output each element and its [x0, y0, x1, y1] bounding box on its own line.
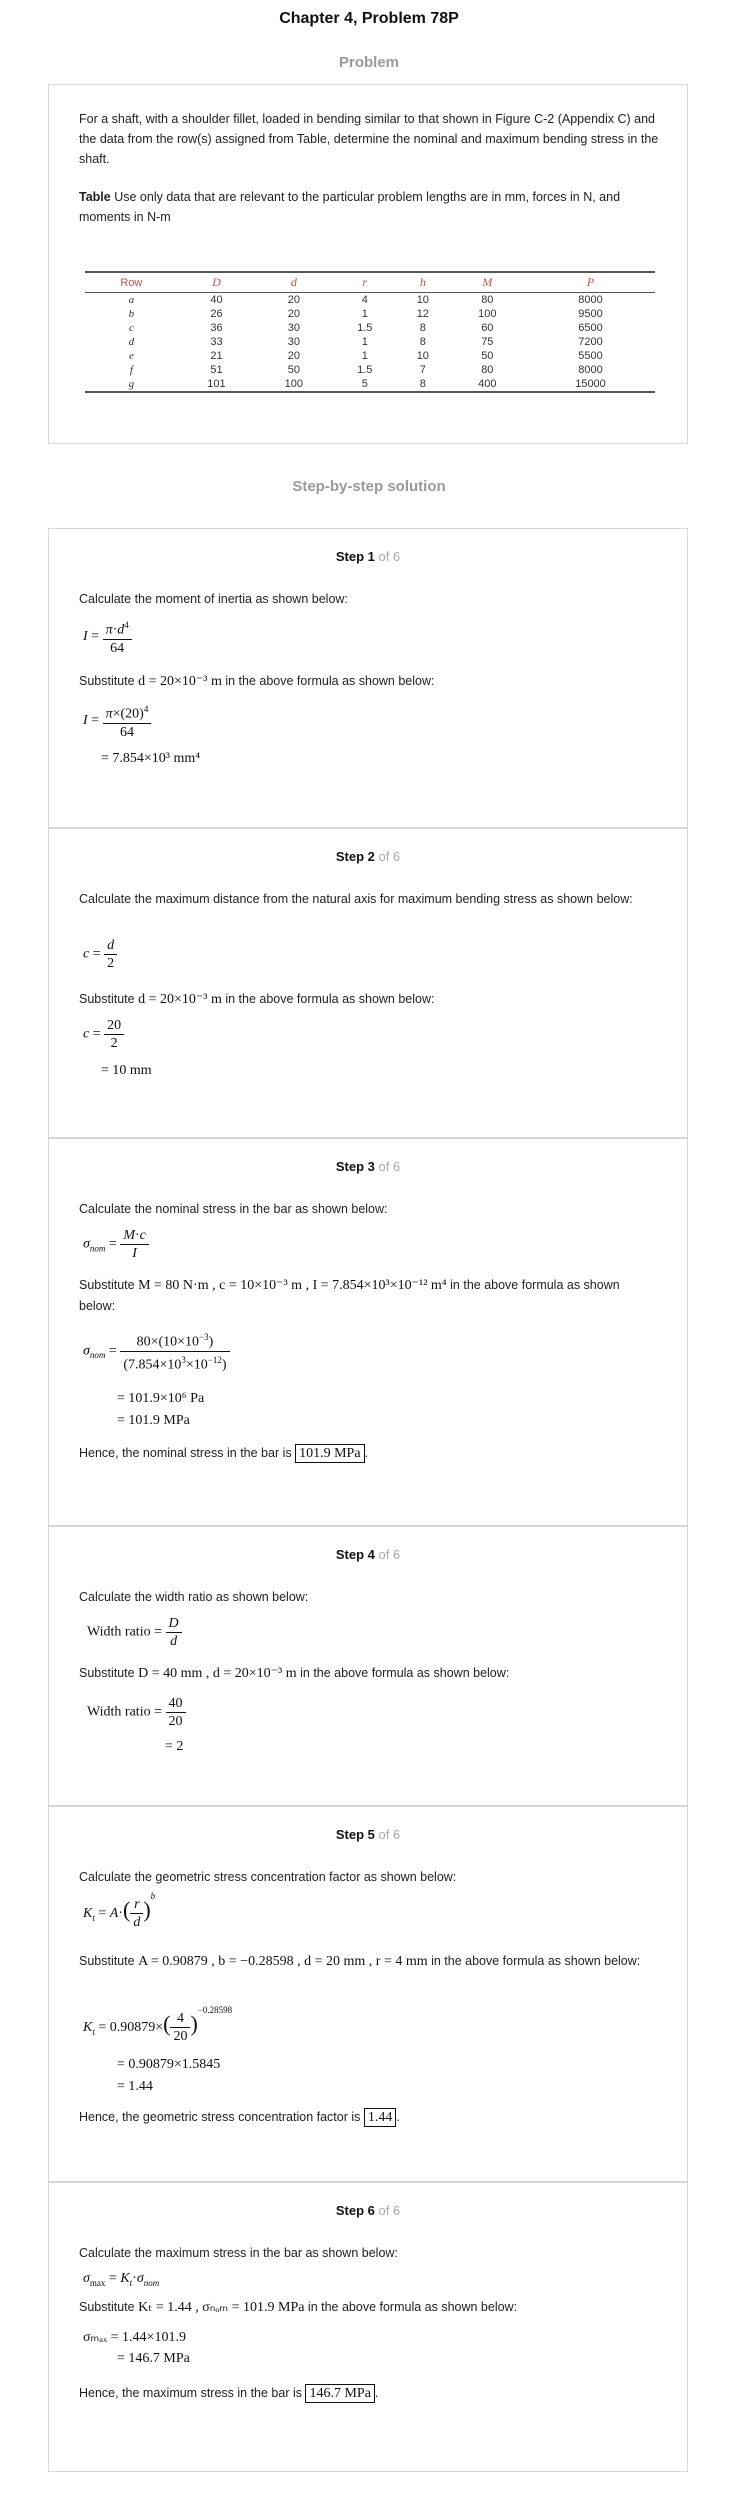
table-cell: 1.5: [357, 364, 373, 376]
step-4: [48, 1526, 688, 1806]
table-cell: 20: [287, 308, 300, 320]
formula-inertia: I = $\frac{\pi\cdot d^4}{64}$: [83, 617, 132, 657]
formula-width-sub: Width ratio = $\frac{40}{20}$: [87, 1695, 186, 1730]
table-caption: [79, 187, 659, 227]
row-label: c: [128, 322, 134, 334]
table-cell: 33: [210, 336, 223, 348]
table-cell: 8: [419, 336, 426, 348]
conclusion-line: Hence, the geometric stress concentration factor is 1.44 .: [79, 2110, 400, 2125]
table-cell: 20: [287, 350, 300, 362]
substitute-tail: in the above formula as shown below:: [221, 992, 435, 1006]
table-label: Table: [79, 190, 111, 204]
table-cell: 50: [481, 350, 494, 362]
answer-box: 1.44: [364, 2108, 397, 2127]
conclusion-text: Hence, the nominal stress in the bar is: [79, 1446, 296, 1460]
page-title: Chapter 4, Problem 78P: [279, 10, 459, 27]
step-text: Calculate the maximum stress in the bar as shown below:: [79, 2246, 398, 2260]
conclusion-line: Hence, the maximum stress in the bar is 146.7 MPa .: [79, 2386, 379, 2401]
step-text: Calculate the moment of inertia as shown below:: [79, 592, 348, 606]
substitute-label: Substitute: [79, 1666, 139, 1680]
step-count: of 6: [374, 549, 401, 564]
formula-distance-sub: c = $\frac{20}{2}$: [83, 1017, 124, 1052]
table-row: [85, 363, 655, 377]
formula-kt: $K_t = A\cdot$( $\frac{r}{d}$ )$^b$: [83, 1891, 156, 1931]
conclusion-text: Hence, the maximum stress in the bar is: [79, 2386, 306, 2400]
step-title: [49, 849, 687, 864]
table-cell: 5500: [578, 350, 603, 362]
step-text: Calculate the nominal stress in the bar as shown below:: [79, 1202, 388, 1216]
substitute-line: [79, 2297, 659, 2318]
substitute-tail: in the above formula as shown below:: [221, 674, 435, 688]
table-cell: 8000: [578, 294, 603, 306]
table-cell: 5: [333, 377, 397, 392]
problem-box: [48, 84, 688, 444]
answer-box: 101.9 MPa: [295, 1444, 364, 1463]
step-label: Step 4: [335, 1547, 375, 1562]
step-title: [49, 2203, 687, 2218]
table-cell: 7200: [578, 336, 603, 348]
width-ratio-label: Width ratio: [87, 1704, 151, 1720]
nominal-result-mpa: = 101.9 MPa: [117, 1413, 190, 1428]
table-cell: 10: [416, 294, 429, 306]
step-3: [48, 1138, 688, 1526]
table-cell: 400: [449, 377, 526, 392]
kt-intermediate: = 0.90879×1.5845: [117, 2057, 221, 2072]
table-cell: 100: [255, 377, 332, 392]
inertia-result: = 7.854×10³ mm⁴: [101, 751, 201, 766]
table-cell: 15000: [526, 377, 655, 392]
substitute-label: Substitute: [79, 2300, 139, 2314]
step-count: of 6: [374, 849, 401, 864]
table-cell: 50: [287, 364, 300, 376]
substitute-tail: in the above formula as shown below:: [79, 1278, 620, 1313]
table-cell: 36: [210, 322, 223, 334]
table-header: D: [178, 272, 255, 293]
substitute-values: D = 40 mm , d = 20×10⁻³ m: [138, 1666, 297, 1681]
table-cell: 30: [287, 336, 300, 348]
substitute-tail: in the above formula as shown below:: [296, 1666, 510, 1680]
table-cell: 9500: [578, 308, 603, 320]
row-label: f: [129, 364, 133, 376]
substitute-label: Substitute: [79, 674, 139, 688]
table-cell: 1: [361, 350, 368, 362]
table-cell: 12: [416, 308, 429, 320]
step-text: Calculate the maximum distance from the natural axis for maximum bending stress as shown below:: [79, 892, 633, 906]
substitute-values: d = 20×10⁻³ m: [138, 674, 222, 689]
formula-kt-sub: $K_t = 0.90879\times$( $\frac{4}{20}$ )$^{-0.28598}$: [83, 2005, 233, 2045]
table-row: [85, 349, 655, 363]
max-stress-sub: σₘₐₓ = 1.44×101.9: [83, 2330, 186, 2345]
substitute-line: [79, 671, 659, 692]
substitute-values: M = 80 N·m , c = 10×10⁻³ m , I = 7.854×10³×10⁻¹² m⁴: [138, 1278, 447, 1293]
answer-box: 146.7 MPa: [305, 2384, 374, 2403]
table-cell: 51: [210, 364, 223, 376]
table-cell: 6500: [578, 322, 603, 334]
formula-inertia-sub: I = $\frac{\pi\times(20)^4}{64}$: [83, 701, 151, 741]
table-row: [85, 321, 655, 335]
row-label: b: [128, 308, 135, 320]
table-cell: 101: [178, 377, 255, 392]
table-cell: 1.5: [357, 322, 373, 334]
substitute-tail: in the above formula as shown below:: [304, 2300, 518, 2314]
step-6: [48, 2182, 688, 2472]
table-header: d: [255, 272, 332, 293]
step-count: of 6: [374, 2203, 401, 2218]
table-cell: 60: [481, 322, 494, 334]
table-cell: 75: [481, 336, 494, 348]
table-cell: 1: [361, 336, 368, 348]
table-row: [85, 377, 655, 392]
conclusion-text: Hence, the geometric stress concentration factor is: [79, 2110, 364, 2124]
problem-heading: Problem: [338, 54, 399, 71]
step-1: [48, 528, 688, 828]
table-cell: 21: [210, 350, 223, 362]
table-cell: 10: [416, 350, 429, 362]
conclusion-line: Hence, the nominal stress in the bar is 101.9 MPa .: [79, 1446, 369, 1461]
table-cell: 100: [478, 308, 497, 320]
substitute-line: [79, 1275, 659, 1316]
distance-result: = 10 mm: [101, 1063, 152, 1078]
table-cell: 80: [481, 364, 494, 376]
table-header: r: [333, 272, 397, 293]
substitute-label: Substitute: [79, 1954, 139, 1968]
width-ratio-label: Width ratio: [87, 1624, 151, 1640]
step-count: of 6: [374, 1159, 401, 1174]
formula-nominal-stress: $\sigma_{nom}$ = $\frac{M\cdot c}{I}$: [83, 1227, 149, 1262]
table-header-row: [85, 272, 655, 293]
table-row: [85, 293, 655, 308]
step-title: [49, 549, 687, 564]
table-cell: 7: [419, 364, 426, 376]
step-2: [48, 828, 688, 1138]
step-count: of 6: [374, 1827, 401, 1842]
row-label: d: [128, 336, 135, 348]
substitute-tail: in the above formula as shown below:: [427, 1954, 641, 1968]
data-table: [85, 271, 655, 393]
formula-distance: c = $\frac{d}{2}$: [83, 937, 117, 972]
table-row: [85, 307, 655, 321]
substitute-line: [79, 989, 659, 1010]
solution-heading: Step-by-step solution: [292, 478, 446, 495]
step-title: [49, 1547, 687, 1562]
max-stress-result: = 146.7 MPa: [117, 2351, 190, 2366]
step-count: of 6: [374, 1547, 401, 1562]
step-label: Step 3: [335, 1159, 375, 1174]
step-label: Step 5: [335, 1827, 375, 1842]
substitute-label: Substitute: [79, 1278, 139, 1292]
table-cell: 4: [361, 294, 368, 306]
table-cell: 8: [397, 377, 449, 392]
substitute-values: d = 20×10⁻³ m: [138, 992, 222, 1007]
table-cell: 20: [287, 294, 300, 306]
substitute-label: Substitute: [79, 992, 139, 1006]
step-label: Step 6: [335, 2203, 375, 2218]
formula-nominal-sub: $\sigma_{nom}$ = $\frac{80\times(10\times 10^{-3})}{(7.854\times 10^3\times 10^{-12})}$: [83, 1329, 230, 1373]
row-label: a: [128, 294, 135, 306]
table-cell: 30: [287, 322, 300, 334]
table-header: P: [526, 272, 655, 293]
formula-width-ratio: Width ratio = $\frac{D}{d}$: [87, 1615, 182, 1650]
nominal-result-pa: = 101.9×10⁶ Pa: [117, 1391, 205, 1406]
problem-text: For a shaft, with a shoulder fillet, loaded in bending similar to that shown in Figure C-2 (Appendix C) and the data from the row(s) assigned from Table, determine the nominal and maximum bending stress in the shaft.: [79, 112, 659, 166]
table-note: Use only data that are relevant to the particular problem lengths are in mm, forces in N, and moments in N-m: [79, 190, 621, 224]
table-cell: 8000: [578, 364, 603, 376]
table-cell: 26: [210, 308, 223, 320]
substitute-values: Kₜ = 1.44 , σₙₒₘ = 101.9 MPa: [138, 2300, 305, 2315]
step-text: Calculate the geometric stress concentration factor as shown below:: [79, 1870, 457, 1884]
table-cell: 40: [210, 294, 223, 306]
row-label: e: [128, 350, 134, 362]
substitute-line: [79, 1663, 659, 1684]
table-row: [85, 335, 655, 349]
kt-result: = 1.44: [117, 2079, 153, 2094]
substitute-line: [79, 1951, 659, 1972]
table-cell: 8: [419, 322, 426, 334]
row-label: g: [85, 377, 178, 392]
formula-max-stress: $\sigma_{max} = K_t\cdot\sigma_{nom}$: [83, 2271, 160, 2288]
substitute-values: A = 0.90879 , b = −0.28598 , d = 20 mm , r = 4 mm: [138, 1954, 428, 1969]
table-cell: 1: [361, 308, 368, 320]
step-title: [49, 1159, 687, 1174]
table-cell: 80: [481, 294, 494, 306]
step-label: Step 2: [335, 849, 375, 864]
table-header: Row: [85, 272, 178, 293]
table-header: M: [449, 272, 526, 293]
step-title: [49, 1827, 687, 1842]
width-ratio-result: = 2: [165, 1739, 184, 1754]
step-text: Calculate the width ratio as shown below:: [79, 1590, 309, 1604]
step-5: [48, 1806, 688, 2182]
step-label: Step 1: [335, 549, 375, 564]
table-header: h: [397, 272, 449, 293]
